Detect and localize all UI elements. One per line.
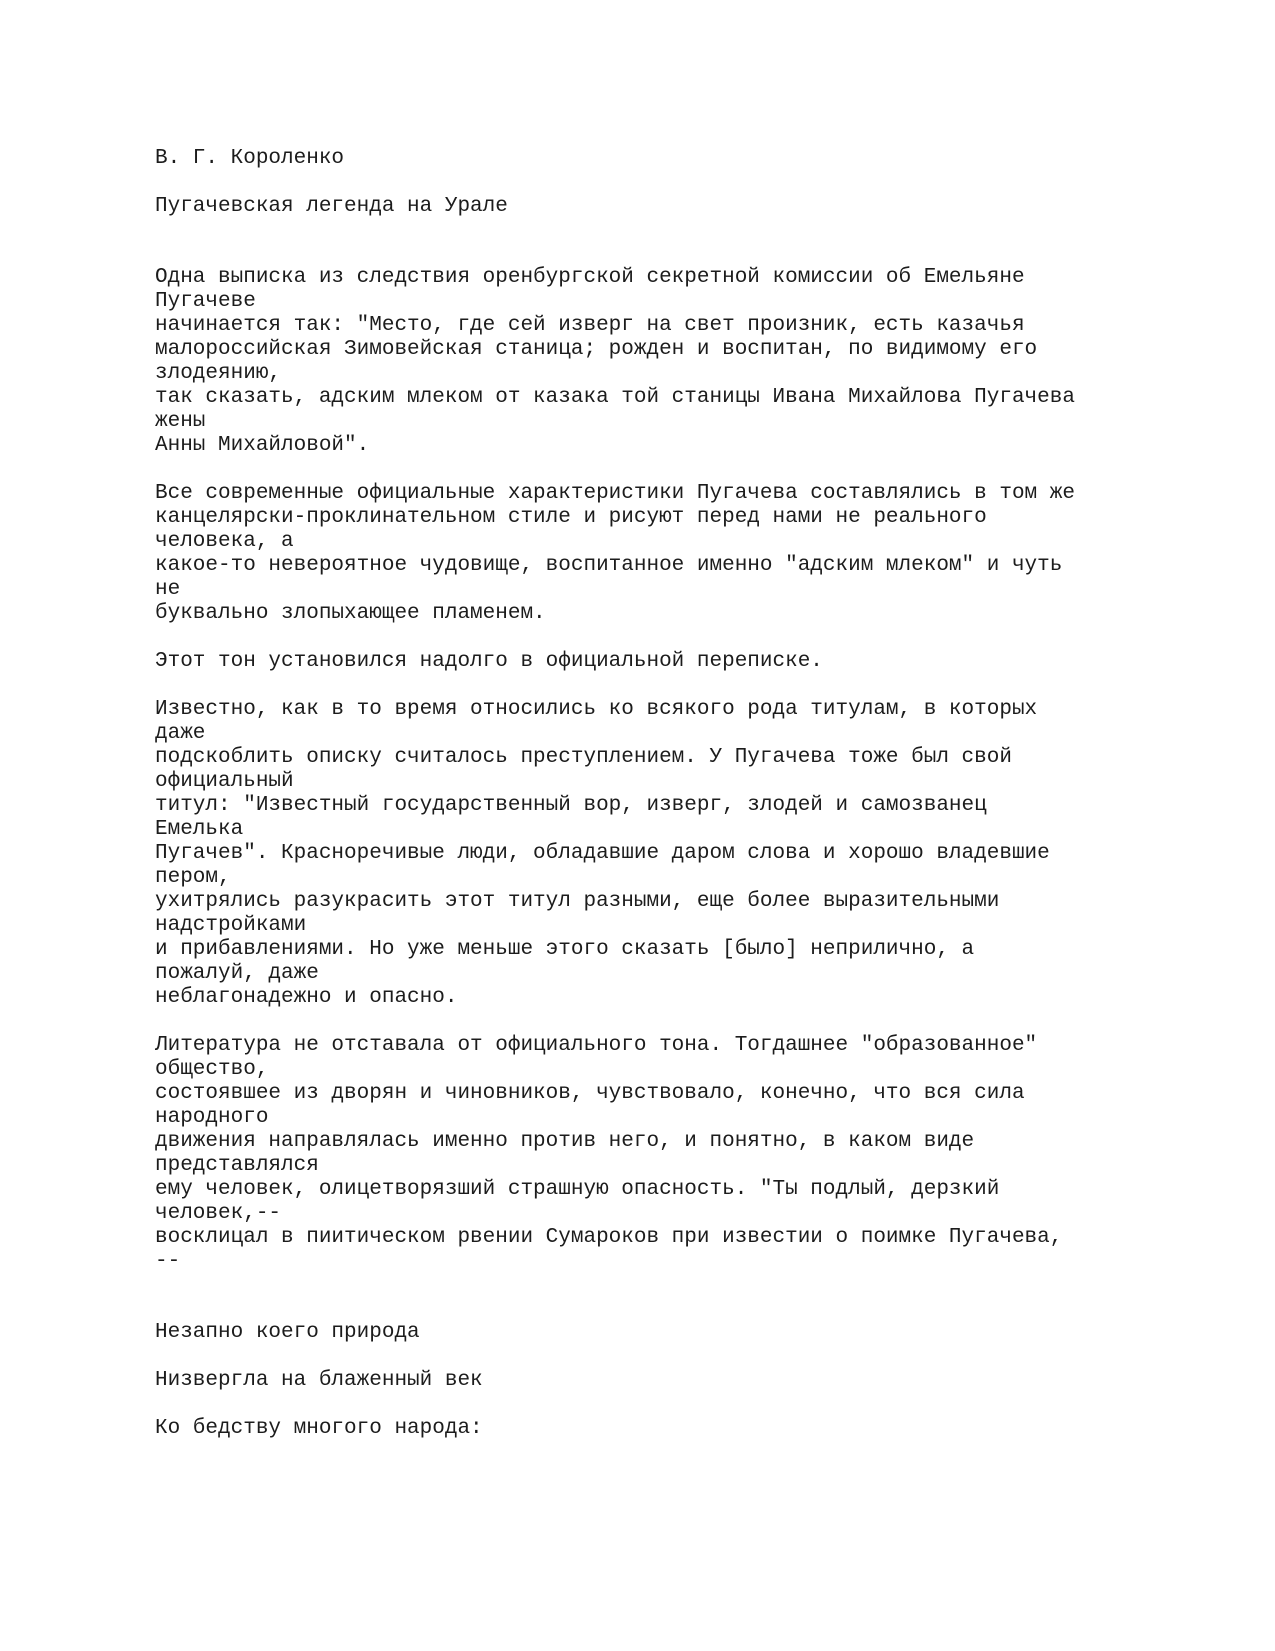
text-line: буквально злопыхающее пламенем.: [155, 602, 546, 625]
text-line: человек,--: [155, 1202, 282, 1225]
text-line: представлялся: [155, 1154, 319, 1177]
title-line: Пугачевская легенда на Урале: [155, 195, 508, 218]
text-line: Все современные официальные характеристики Пугачева составлялись в том же: [155, 482, 1075, 505]
text-line: Литература не отставала от официального тона. Тогдашнее "образованное": [155, 1034, 1038, 1057]
text-line: Одна выписка из следствия оренбургской секретной комиссии об Емельяне: [155, 266, 1025, 289]
text-line: начинается так: "Место, где сей изверг на свет произник, есть казачья: [155, 314, 1025, 337]
text-line: общество,: [155, 1058, 269, 1081]
text-line: состоявшее из дворян и чиновников, чувствовало, конечно, что вся сила: [155, 1082, 1025, 1105]
text-line: даже: [155, 722, 206, 745]
text-line: пожалуй, даже: [155, 962, 319, 985]
text-line: --: [155, 1250, 181, 1273]
text-line: подскоблить описку считалось преступлением. У Пугачева тоже был свой: [155, 746, 1012, 769]
text-line: злодеянию,: [155, 362, 282, 385]
verse-line: Ко бедству многого народа:: [155, 1417, 483, 1440]
text-line: не: [155, 578, 181, 601]
text-line: Пугачеве: [155, 290, 256, 313]
verse-line: Незапно коего природа: [155, 1321, 420, 1344]
text-line: Анны Михайловой".: [155, 434, 370, 457]
text-line: титул: "Известный государственный вор, изверг, злодей и самозванец: [155, 794, 987, 817]
text-line: и прибавлениями. Но уже меньше этого сказать [было] неприлично, а: [155, 938, 975, 961]
text-line: какое-то невероятное чудовище, воспитанное именно "адским млеком" и чуть: [155, 554, 1063, 577]
text-line: народного: [155, 1106, 269, 1129]
text-line: человека, а: [155, 530, 294, 553]
author-line: В. Г. Короленко: [155, 147, 345, 170]
text-line: официальный: [155, 770, 294, 793]
text-line: жены: [155, 410, 206, 433]
text-line: пером,: [155, 866, 231, 889]
text-line: Пугачев". Красноречивые люди, обладавшие даром слова и хорошо владевшие: [155, 842, 1050, 865]
text-line: движения направлялась именно против него, и понятно, в каком виде: [155, 1130, 975, 1153]
text-line: ухитрялись разукрасить этот титул разными, еще более выразительными: [155, 890, 1000, 913]
text-line: Этот тон установился надолго в официальной переписке.: [155, 650, 823, 673]
text-line: Емелька: [155, 818, 244, 841]
verse-line: Низвергла на блаженный век: [155, 1369, 483, 1392]
text-line: канцелярски-проклинательном стиле и рисуют перед нами не реального: [155, 506, 987, 529]
text-line: так сказать, адским млеком от казака той станицы Ивана Михайлова Пугачева: [155, 386, 1075, 409]
text-line: неблагонадежно и опасно.: [155, 986, 458, 1009]
text-line: восклицал в пиитическом рвении Сумароков при известии о поимке Пугачева,: [155, 1226, 1063, 1249]
text-line: малороссийская Зимовейская станица; рожден и воспитан, по видимому его: [155, 338, 1038, 361]
text-line: Известно, как в то время относились ко всякого рода титулам, в которых: [155, 698, 1038, 721]
text-line: надстройками: [155, 914, 307, 937]
text-line: ему человек, олицетворязший страшную опасность. "Ты подлый, дерзкий: [155, 1178, 1000, 1201]
